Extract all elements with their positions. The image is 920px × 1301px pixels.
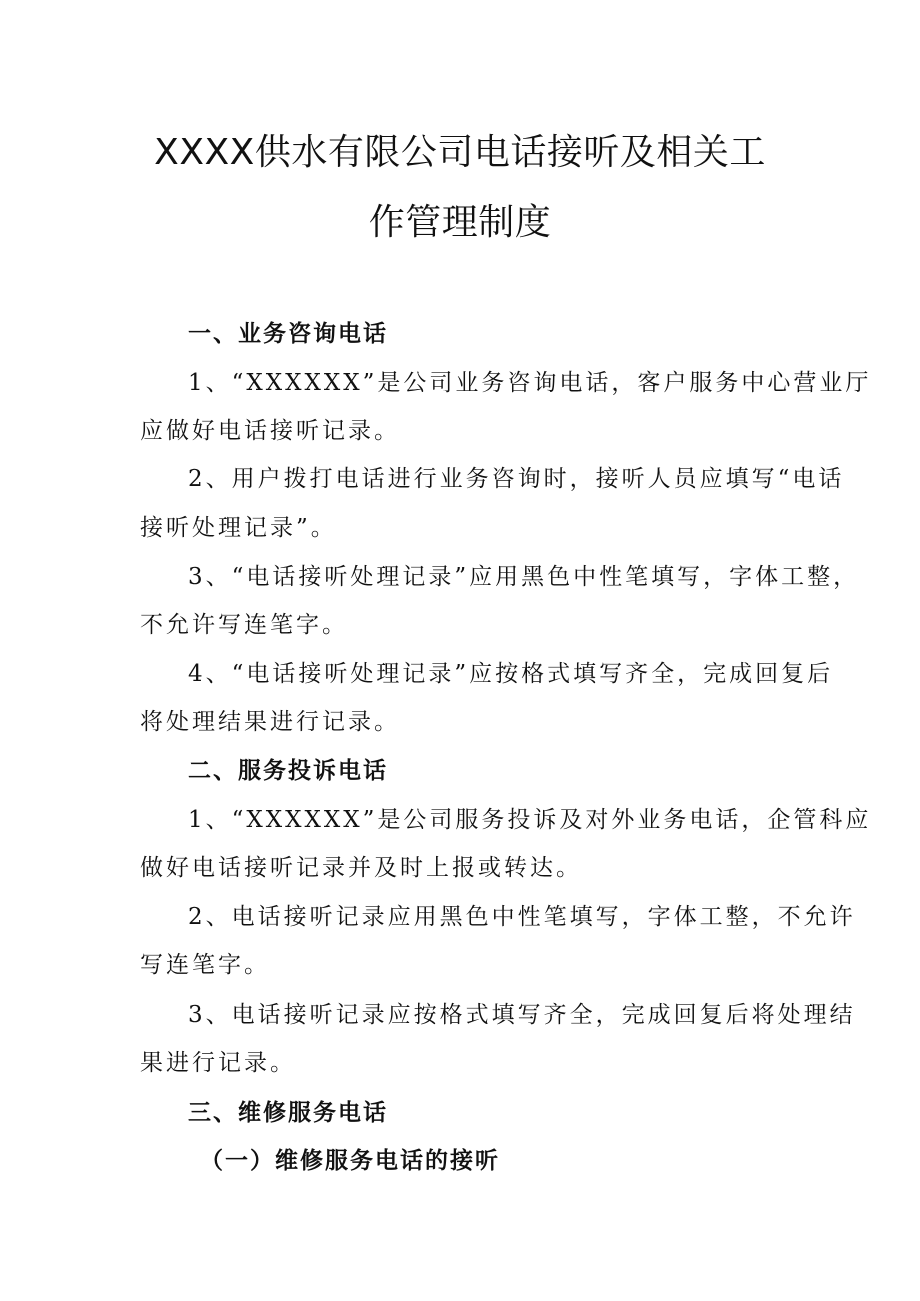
section-heading-2: 二、服务投诉电话 xyxy=(188,758,388,784)
paragraph-2-1-line-1: 1、“XXXXXX”是公司服务投诉及对外业务电话，企管科应 xyxy=(188,807,872,833)
paragraph-2-2-line-2: 写连笔字。 xyxy=(140,952,270,978)
section-heading-1: 一、业务咨询电话 xyxy=(188,321,388,347)
paragraph-1-4-line-1: 4、“电话接听处理记录”应按格式填写齐全，完成回复后 xyxy=(188,661,834,687)
paragraph-2-1-line-2: 做好电话接听记录并及时上报或转达。 xyxy=(140,855,582,881)
document-title-line-1: XXXX供水有限公司电话接听及相关工 xyxy=(154,132,766,173)
paragraph-1-4-line-2: 将处理结果进行记录。 xyxy=(140,709,400,735)
paragraph-2-3-line-1: 3、电话接听记录应按格式填写齐全，完成回复后将处理结 xyxy=(188,1002,856,1028)
paragraph-2-2-line-1: 2、电话接听记录应用黑色中性笔填写，字体工整，不允许 xyxy=(188,904,856,930)
paragraph-2-3-line-2: 果进行记录。 xyxy=(140,1050,296,1076)
paragraph-1-2-line-2: 接听处理记录”。 xyxy=(140,515,337,541)
paragraph-1-2-line-1: 2、用户拨打电话进行业务咨询时，接听人员应填写“电话 xyxy=(188,466,845,492)
paragraph-1-3-line-2: 不允许写连笔字。 xyxy=(140,612,348,638)
document-title-line-2: 作管理制度 xyxy=(368,202,552,243)
paragraph-1-1-line-2: 应做好电话接听记录。 xyxy=(140,418,400,444)
paragraph-1-1-line-1: 1、“XXXXXX”是公司业务咨询电话，客户服务中心营业厅 xyxy=(188,370,872,396)
subsection-heading-3-1: （一）维修服务电话的接听 xyxy=(200,1148,500,1174)
paragraph-1-3-line-1: 3、“电话接听处理记录”应用黑色中性笔填写，字体工整， xyxy=(188,564,860,590)
section-heading-3: 三、维修服务电话 xyxy=(188,1100,388,1126)
